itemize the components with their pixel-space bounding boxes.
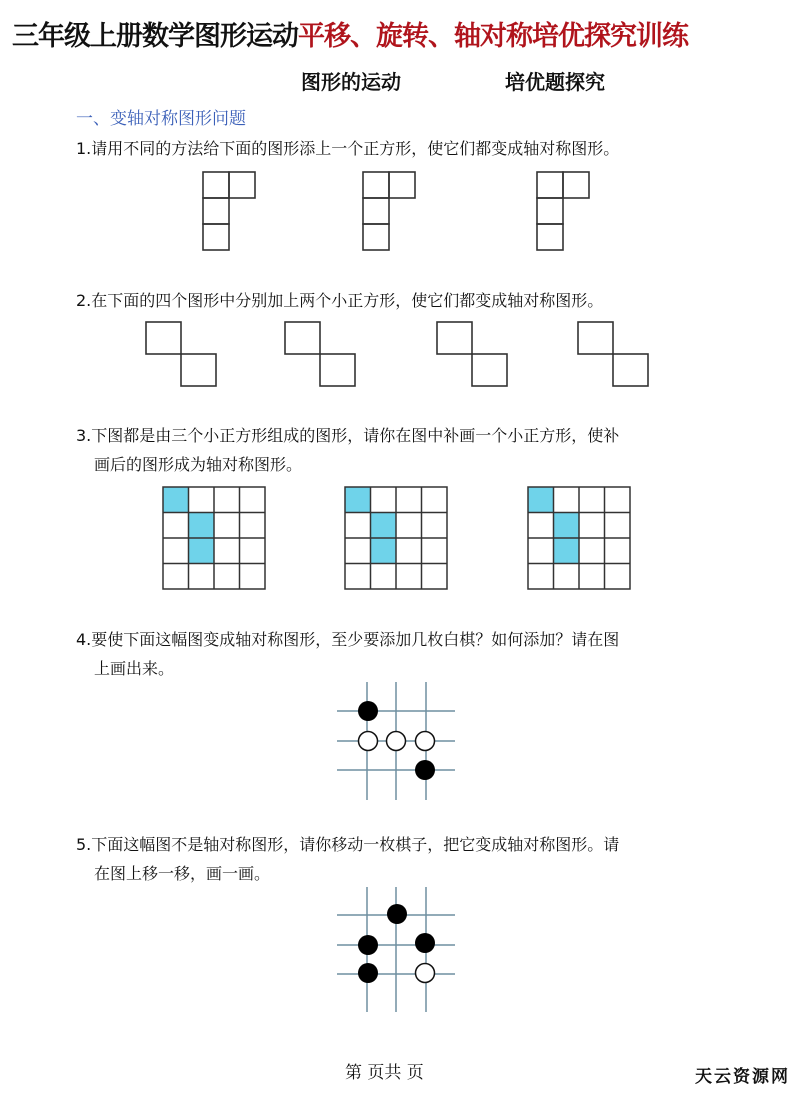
q2-figure-2 [285,322,355,386]
question-3 [76,421,726,479]
title-black-part: 三年级上册数学图形运动 [12,21,298,52]
question-number: 3. [76,426,92,445]
question-text-line1: 下面这幅图不是轴对称图形，请你移动一枚棋子，把它变成轴对称图形。请 [91,835,620,854]
question-4 [76,625,726,683]
question-text-line1: 要使下面这幅图变成轴对称图形，至少要添加几枚白棋？如何添加？请在图 [91,630,620,649]
q1-figure-2 [363,172,415,252]
q2-figure-4 [578,322,648,386]
subtitle-right: 培优题探究 [505,70,605,94]
brand-watermark: 天云资源网 [695,1067,790,1087]
black-stone [358,935,378,955]
section-heading: 一、变轴对称图形问题 [76,109,246,129]
q3-grid-3 [528,487,631,590]
question-5 [76,830,726,888]
question-text: 在下面的四个图形中分别加上两个小正方形，使它们都变成轴对称图形。 [91,291,604,310]
q3-grid-1 [163,487,266,590]
q1-figure-3 [537,172,589,252]
page-number-text: 第 页共 页 [345,1063,424,1083]
q1-figure-1 [203,172,255,252]
black-stone [415,760,435,780]
q5-go-board [337,887,457,1017]
question-number: 1. [76,139,92,158]
question-2 [76,286,726,315]
question-text: 请用不同的方法给下面的图形添上一个正方形，使它们都变成轴对称图形。 [91,139,620,158]
question-number: 2. [76,291,92,310]
black-stone [415,933,435,953]
question-text-line1: 下图都是由三个小正方形组成的图形，请你在图中补画一个小正方形，使补 [91,426,620,445]
subtitle-left: 图形的运动 [301,70,401,94]
question-text-line2: 上画出来。 [94,659,175,678]
black-stone [358,701,378,721]
black-stone [358,963,378,983]
question-text-line2: 画后的图形成为轴对称图形。 [94,455,303,474]
q2-figure-3 [437,322,507,386]
q3-grid-2 [345,487,448,590]
document-title [12,14,688,53]
title-red-part: 平移、旋转、轴对称培优探究训练 [298,21,688,52]
black-stone [387,904,407,924]
q4-go-board [337,682,457,802]
white-stone [359,732,378,751]
question-text-line2: 在图上移一移，画一画。 [94,864,271,883]
q2-figure-1 [146,322,216,386]
question-number: 4. [76,630,92,649]
question-1 [76,134,726,163]
question-number: 5. [76,835,92,854]
white-stone [387,732,406,751]
white-stone [416,732,435,751]
white-stone [416,964,435,983]
